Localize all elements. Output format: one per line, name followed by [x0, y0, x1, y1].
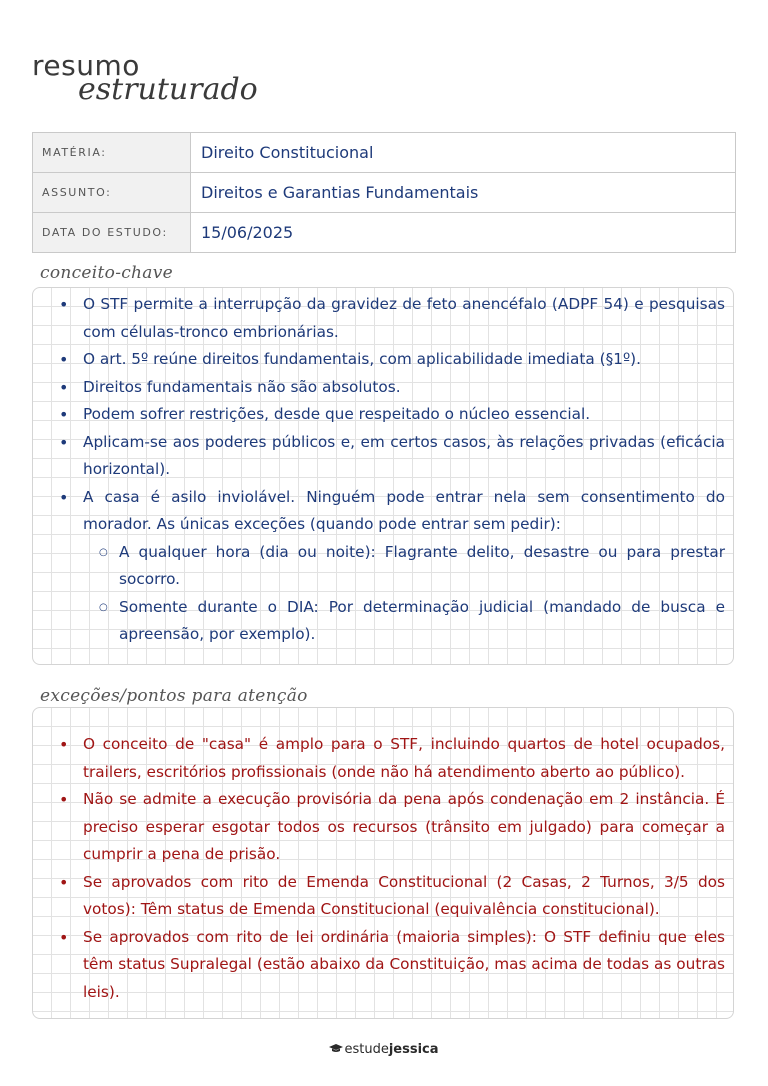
info-value: Direito Constitucional [201, 143, 374, 162]
footer-brand-b: jessica [388, 1042, 439, 1057]
info-label: ASSUNTO: [33, 173, 191, 212]
section-title-excecoes: exceções/pontos para atenção [40, 686, 308, 706]
section-title-conceito: conceito-chave [40, 263, 174, 283]
excecoes-list [33, 731, 733, 1006]
list-item [33, 484, 733, 649]
logo-line-1: resumo [32, 49, 140, 82]
info-row-assunto [33, 173, 735, 213]
list-item: • O STF permite a interrupção da gravidez de feto anencéfalo (ADPF 54) e pesquisas com células-tronco embrionárias. [33, 291, 733, 346]
conceito-list [33, 291, 733, 649]
list-item: • O conceito de "casa" é amplo para o STF, incluindo quartos de hotel ocupados, trailers, escritórios profissionais (onde não há atendimento aberto ao público). [33, 731, 733, 786]
info-row-data [33, 213, 735, 252]
excecoes-box [32, 707, 734, 1019]
graduation-cap-icon [329, 1043, 343, 1056]
sub-list [83, 539, 725, 649]
list-item: • Aplicam-se aos poderes públicos e, em certos casos, às relações privadas (eficácia horizontal). [33, 429, 733, 484]
info-label: DATA DO ESTUDO: [33, 213, 191, 252]
sub-list-item: ○ A qualquer hora (dia ou noite): Flagrante delito, desastre ou para prestar socorro. [83, 539, 725, 594]
list-item: • Se aprovados com rito de Emenda Constitucional (2 Casas, 2 Turnos, 3/5 dos votos): Têm status de Emenda Constitucional (equivalência constitucional). [33, 869, 733, 924]
info-value: 15/06/2025 [201, 223, 294, 242]
list-item: • Não se admite a execução provisória da pena após condenação em 2 instância. É preciso esperar esgotar todos os recursos (trânsito em julgado) para começar a cumprir a pena de prisão. [33, 786, 733, 869]
list-item: • Direitos fundamentais não são absolutos. [33, 374, 733, 402]
list-item: • O art. 5º reúne direitos fundamentais, com aplicabilidade imediata (§1º). [33, 346, 733, 374]
logo-line-2: estruturado [78, 72, 258, 107]
info-label: MATÉRIA: [33, 133, 191, 172]
list-item-text: A casa é asilo inviolável. Ninguém pode entrar nela sem consentimento do morador. As únicas exceções (quando pode entrar sem pedir): [83, 487, 725, 533]
list-item: • Se aprovados com rito de lei ordinária (maioria simples): O STF definiu que eles têm status Supralegal (estão abaixo da Constituição, mas acima de todas as outras leis). [33, 924, 733, 1007]
conceito-box [32, 287, 734, 665]
info-value: Direitos e Garantias Fundamentais [201, 183, 479, 202]
logo [32, 49, 258, 107]
footer-brand-a: estude [344, 1042, 389, 1057]
sub-list-item: ○ Somente durante o DIA: Por determinação judicial (mandado de busca e apreensão, por exemplo). [83, 594, 725, 649]
info-table [32, 132, 736, 253]
list-item: • Podem sofrer restrições, desde que respeitado o núcleo essencial. [33, 401, 733, 429]
info-row-materia [33, 133, 735, 173]
footer-brand [0, 1042, 768, 1057]
